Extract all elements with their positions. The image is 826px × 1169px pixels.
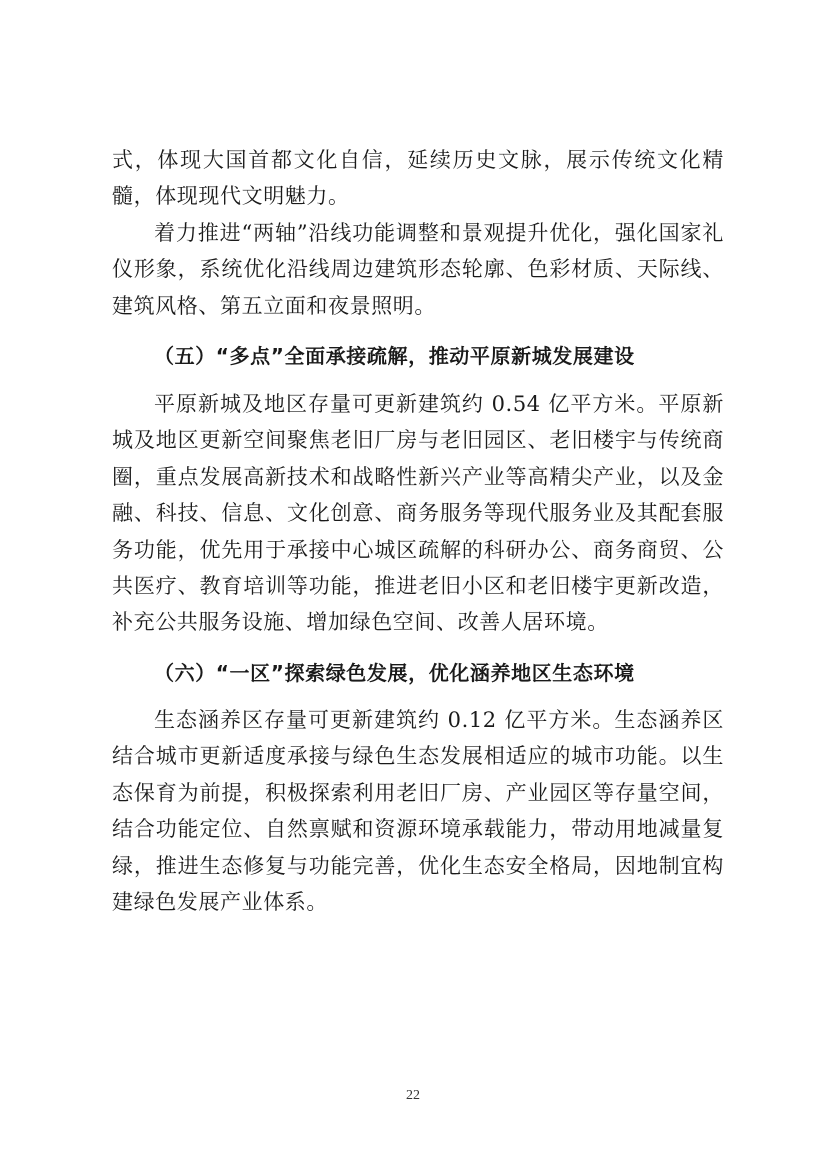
paragraph-two-axes: 着力推进“两轴”沿线功能调整和景观提升优化，强化国家礼仪形象，系统优化沿线周边建筑形态轮廓、色彩材质、天际线、建筑风格、第五立面和夜景照明。 xyxy=(112,221,724,318)
section-heading-six: （六）“一区”探索绿色发展，优化涵养地区生态环境 xyxy=(154,661,635,685)
paragraph-continuation: 式，体现大国首都文化自信，延续历史文脉，展示传统文化精髓，体现现代文明魅力。 xyxy=(112,148,724,209)
paragraph-plain-new-city: 平原新城及地区存量可更新建筑约 0.54 亿平方米。平原新城及地区更新空间聚焦老旧厂房与老旧园区、老旧楼宇与传统商圈，重点发展高新技术和战略性新兴产业等高精尖产业，以及金融、科技、信息、文化创意、商务服务等现代服务业及其配套服务功能，优先用于承接中心城区疏解的科研办公、商务商贸、公共医疗、教育培训等功能，推进老旧小区和老旧楼宇更新改造，补充公共服务设施、增加绿色空间、改善人居环境。 xyxy=(112,392,724,635)
page-number: 22 xyxy=(406,1088,420,1103)
section-heading-five: （五）“多点”全面承接疏解，推动平原新城发展建设 xyxy=(154,344,635,368)
paragraph-ecological-area: 生态涵养区存量可更新建筑约 0.12 亿平方米。生态涵养区结合城市更新适度承接与绿色生态发展相适应的城市功能。以生态保育为前提，积极探索利用老旧厂房、产业园区等存量空间，结合功能定位、自然禀赋和资源环境承载能力，带动用地减量复绿，推进生态修复与功能完善，优化生态安全格局，因地制宜构建绿色发展产业体系。 xyxy=(112,708,724,915)
